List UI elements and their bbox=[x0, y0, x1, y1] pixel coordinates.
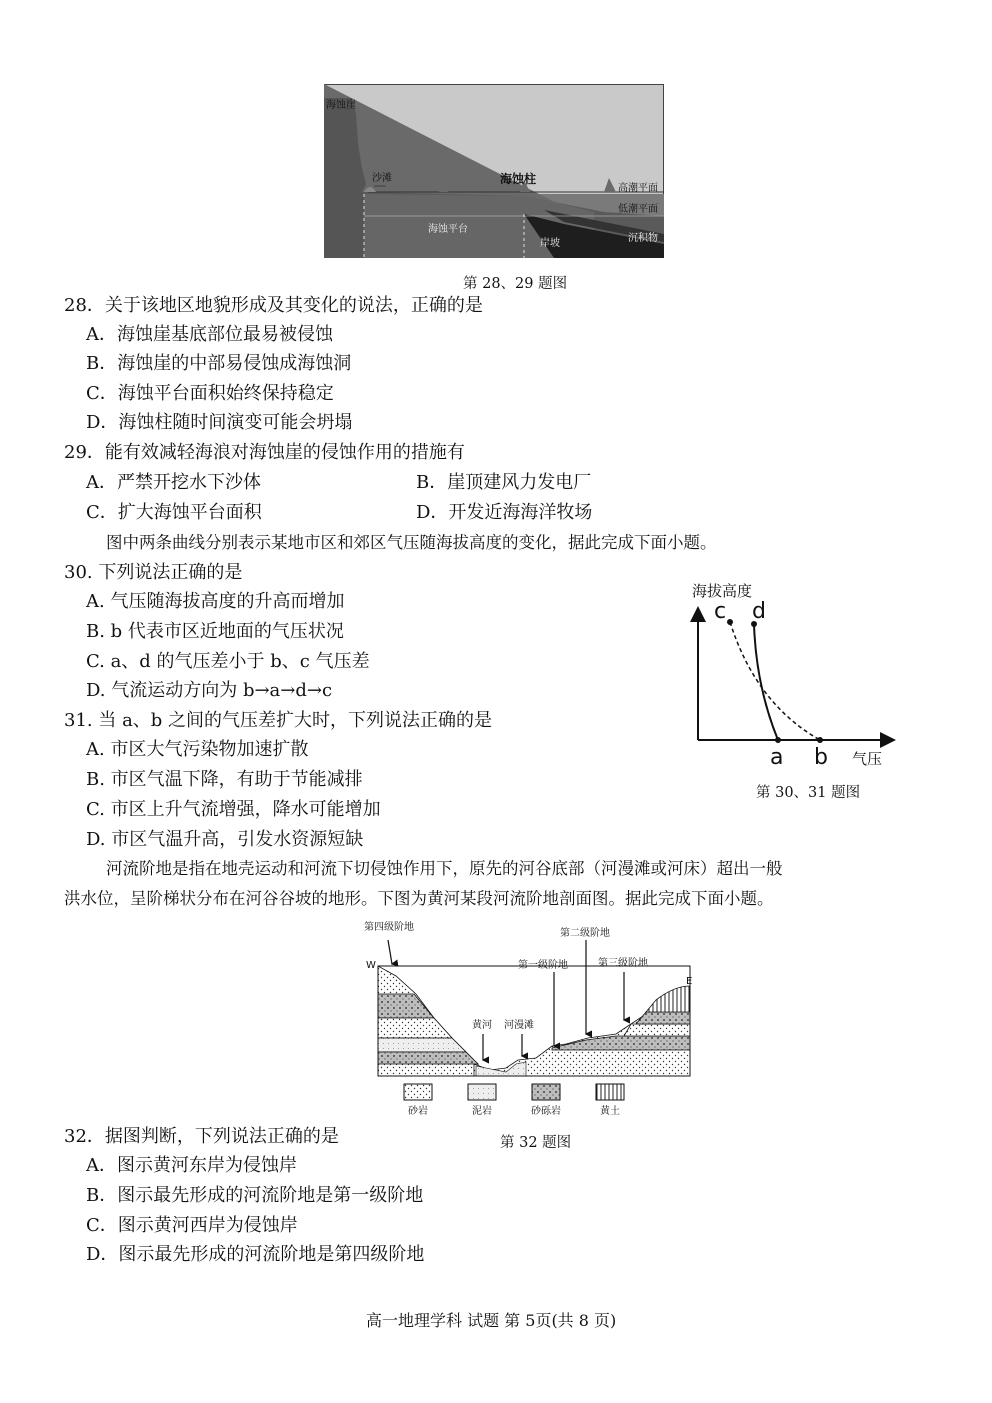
legend-conglomerate-swatch bbox=[532, 1084, 560, 1100]
passage-line-2: 洪水位，呈阶梯状分布在河谷谷坡的地形。下图为黄河某段河流阶地剖面图。据此完成下面小题。 bbox=[64, 889, 774, 908]
legend-sandstone-swatch bbox=[404, 1084, 432, 1100]
east-label: E bbox=[686, 976, 693, 987]
slope-label: 岸坡 bbox=[540, 238, 560, 249]
option-b: B. 市区气温下降，有助于节能减排 bbox=[86, 769, 363, 790]
passage-intro: 图中两条曲线分别表示某地市区和郊区气压随海拔高度的变化，据此完成下面小题。 bbox=[106, 533, 717, 552]
option-d: D．开发近海海洋牧场 bbox=[416, 502, 593, 523]
legend-mudstone-swatch bbox=[468, 1084, 496, 1100]
option-c: C. a、d 的气压差小于 b、c 气压差 bbox=[86, 651, 370, 672]
x-axis-label: 气压 bbox=[852, 750, 883, 768]
question-stem: 30. 下列说法正确的是 bbox=[64, 562, 243, 583]
option-d: D. 气流运动方向为 b→a→d→c bbox=[86, 680, 333, 701]
floodplain-label: 河漫滩 bbox=[504, 1020, 534, 1031]
legend-mudstone-label: 泥岩 bbox=[472, 1106, 492, 1117]
option-a: A. 市区大气污染物加速扩散 bbox=[86, 739, 309, 760]
curve-c bbox=[730, 622, 820, 740]
question-stem: 29．能有效减轻海浪对海蚀崖的侵蚀作用的措施有 bbox=[64, 442, 465, 463]
yellow-river-label: 黄河 bbox=[472, 1020, 492, 1031]
option-b: B．图示最先形成的河流阶地是第一级阶地 bbox=[86, 1185, 424, 1206]
option-c: C．扩大海蚀平台面积 bbox=[86, 502, 262, 523]
option-a: A. 气压随海拔高度的升高而增加 bbox=[86, 591, 345, 612]
option-d: D. 市区气温升高，引发水资源短缺 bbox=[86, 829, 364, 850]
option-c: C. 市区上升气流增强，降水可能增加 bbox=[86, 799, 381, 820]
low-tide-label: 低潮平面 bbox=[618, 204, 658, 215]
point-b bbox=[817, 737, 823, 743]
option-a: A．严禁开挖水下沙体 bbox=[86, 472, 261, 493]
question-stem: 28．关于该地区地貌形成及其变化的说法，正确的是 bbox=[64, 295, 483, 316]
figure-caption: 第 32 题图 bbox=[500, 1135, 572, 1151]
legend-sandstone-label: 砂岩 bbox=[408, 1106, 428, 1117]
question-stem: 31. 当 a、b 之间的气压差扩大时，下列说法正确的是 bbox=[64, 710, 493, 731]
point-c-label: c bbox=[714, 599, 727, 624]
terrace-1-label: 第一级阶地 bbox=[518, 960, 568, 971]
legend-loess-swatch bbox=[596, 1084, 624, 1100]
point-c bbox=[727, 619, 733, 625]
cliff-label: 海蚀崖 bbox=[326, 100, 356, 111]
option-b: B．海蚀崖的中部易侵蚀成海蚀洞 bbox=[86, 353, 352, 374]
pressure-altitude-figure bbox=[686, 576, 904, 776]
y-axis-label: 海拔高度 bbox=[692, 582, 753, 600]
option-b: B. b 代表市区近地面的气压状况 bbox=[86, 621, 344, 642]
figure-caption: 第 28、29 题图 bbox=[463, 276, 568, 292]
option-b: B．崖顶建风力发电厂 bbox=[416, 472, 592, 493]
terrace-4-label: 第四级阶地 bbox=[364, 922, 414, 933]
point-b-label: b bbox=[814, 745, 828, 770]
sediment-label: 沉积物 bbox=[628, 233, 658, 244]
high-tide-label: 高潮平面 bbox=[618, 183, 658, 194]
river-terrace-figure bbox=[356, 916, 700, 1122]
legend-conglomerate-label: 砂砾岩 bbox=[531, 1106, 561, 1117]
terrace-2-label: 第二级阶地 bbox=[560, 928, 610, 939]
point-a bbox=[775, 737, 781, 743]
option-a: A．海蚀崖基底部位最易被侵蚀 bbox=[86, 324, 333, 345]
option-d: D．图示最先形成的河流阶地是第四级阶地 bbox=[86, 1244, 425, 1265]
option-c: C．图示黄河西岸为侵蚀岸 bbox=[86, 1215, 298, 1236]
figure-caption: 第 30、31 题图 bbox=[756, 785, 861, 801]
beach-label: 沙滩 bbox=[372, 173, 392, 184]
question-stem: 32．据图判断，下列说法正确的是 bbox=[64, 1126, 339, 1147]
platform-label: 海蚀平台 bbox=[428, 224, 468, 235]
point-d-label: d bbox=[752, 599, 766, 624]
passage-line-1: 河流阶地是指在地壳运动和河流下切侵蚀作用下，原先的河谷底部（河漫滩或河床）超出一般 bbox=[106, 859, 783, 878]
west-label: W bbox=[366, 960, 376, 971]
coastal-landform-figure bbox=[324, 84, 664, 258]
terrace-3-label: 第三级阶地 bbox=[598, 958, 648, 969]
point-a-label: a bbox=[770, 745, 784, 770]
option-d: D．海蚀柱随时间演变可能会坍塌 bbox=[86, 412, 353, 433]
legend-loess-label: 黄土 bbox=[600, 1106, 620, 1117]
option-c: C．海蚀平台面积始终保持稳定 bbox=[86, 383, 334, 404]
stack-label: 海蚀柱 bbox=[500, 172, 537, 186]
page-footer: 高一地理学科 试题 第 5页(共 8 页) bbox=[366, 1311, 617, 1330]
option-a: A．图示黄河东岸为侵蚀岸 bbox=[86, 1155, 297, 1176]
